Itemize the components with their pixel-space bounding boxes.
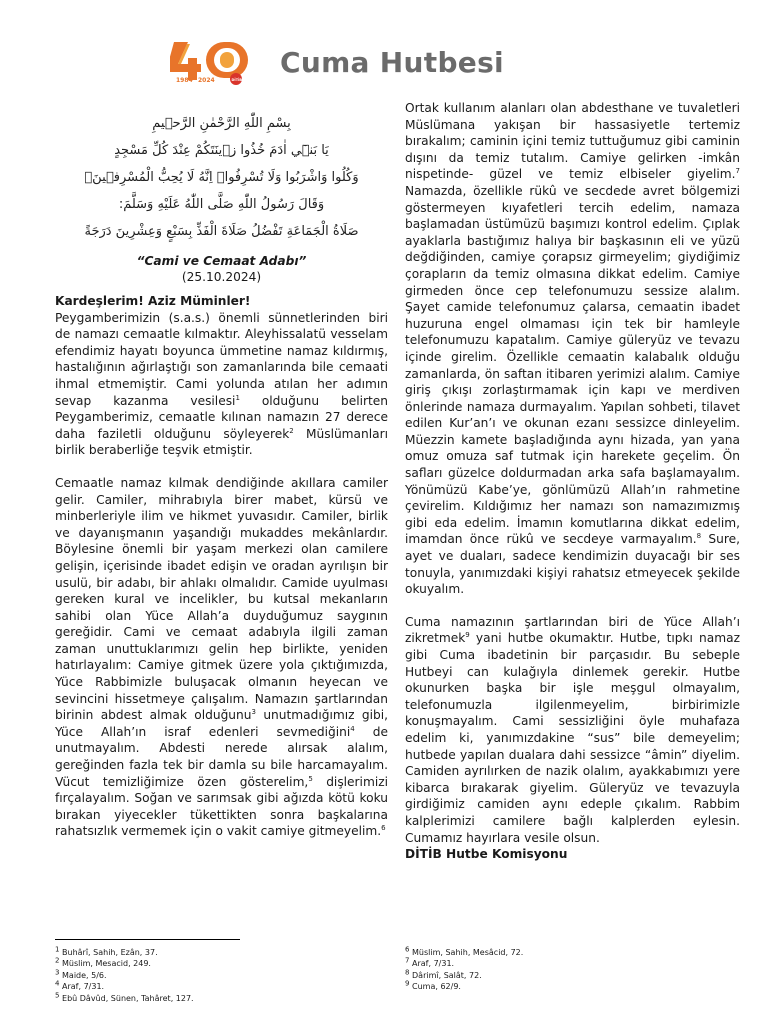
ditib-40-years-logo bbox=[170, 38, 252, 86]
footnote-ref-6: 6 bbox=[381, 824, 386, 833]
footnote: $^8$ Dârimî, Salât, 72. bbox=[405, 968, 482, 980]
page-title: Cuma Hutbesi bbox=[280, 46, 504, 79]
footnote-ref-2: 2 bbox=[289, 426, 294, 435]
footnote-ref-5: 5 bbox=[308, 774, 313, 783]
footnote: $^2$ Müslim, Mesacid, 249. bbox=[55, 956, 151, 969]
footnote-ref-8: 8 bbox=[696, 532, 702, 541]
logo-badge-text: DİTİB bbox=[231, 78, 243, 82]
footnote-ref-7: 7 bbox=[735, 167, 740, 176]
footnote: $^4$ Araf, 7/31. bbox=[55, 979, 105, 992]
paragraph-2: Cemaatle namaz kılmak dendiğinde akıllara camiler gelir. Camiler, mihrabıyla birer mabet, kürsü ve minberleriyle ilim ve hikmet yuvasıdır. Camiler, birlik ve dayanışmanın yaşandığı mukaddes mekânlardır. Böylesine önemli bir yaşam merkezi olan camilere gelişin, içerisinde ibadet edişin ve oradan ayrılışın bir usulü, bir adabı, bir ahlakı olmalıdır. Camide uyulması gereken kural ve incelikler, bu kutsal mekanların sahibi olan Yüce Allah’a duyduğumuz saygının gereğidir. Cami ve cemaat adabıyla ilgili zaman zaman unuttuklarımızı gelin hep birlikte, yeniden hatırlayalım: Camiye gitmek üzere yola çıktığımızda, Yüce Rabbimizle buluşacak olmanın heyecan ve sevincini hissetmeye çalışalım. Namazın şartlarından birinin abdest almak olduğunu$^3$ unutmadığımız gibi, Yüce Allah’ın israf edenleri sevmediğini$^4$ de unutmayalım. Abdesti nerede alırsak alalım, gereğinden fazla tek bir damla su bile harcamayalım. Vücut temizliğimize özen gösterelim,$^5$ dişlerimizi fırçalayalım. Soğan ve sarımsak gibi ağızda kötü koku bırakan yiyecekler tükettikten sonra başkalarına rahatsızlık vermemek için o vakit camiye gitmeyelim.$^6$ bbox=[55, 475, 389, 839]
footnote: $^3$ Maide, 5/6. bbox=[55, 968, 107, 980]
footnote: $^7$ Araf, 7/31. bbox=[405, 956, 455, 969]
sermon-subtitle: “Cami ve Cemaat Adabı” bbox=[136, 254, 307, 268]
footnotes-left bbox=[55, 947, 194, 1004]
logo-year-end: 2024 bbox=[198, 77, 215, 84]
footnote-divider bbox=[55, 939, 240, 940]
arabic-ayah-2: وَكُلُوا وَاشْرَبُوا وَلَا تُسْرِفُواۚ اِنَّهُ لَا يُحِبُّ الْمُسْرِف۪ينَ۟ bbox=[84, 170, 359, 185]
sermon-greeting: Kardeşlerim! Aziz Müminler! bbox=[55, 294, 251, 308]
sermon-date: (25.10.2024) bbox=[181, 270, 262, 284]
footnote-ref-1: 1 bbox=[235, 393, 240, 402]
footnote-ref-9: 9 bbox=[465, 631, 470, 640]
arabic-ayah-1: يَا بَن۪ٓي اٰدَمَ خُذُوا ز۪ينَتَكُمْ عِنْدَ كُلِّ مَسْجِدٍ bbox=[114, 143, 329, 158]
footnote: $^6$ Müslim, Sahih, Mesâcid, 72. bbox=[405, 945, 524, 957]
paragraph-4: Cuma namazının şartlarından biri de Yüce Allah’ı zikretmek$^9$ yani hutbe okumaktır. Hutbe, tıpkı namaz gibi Cuma ibadetinin bir parçasıdır. Bu sebeple Hutbeyi can kulağıyla dinlemek gerekir. Hutbe okunurken başka bir işle meşgul olmayalım, telefonumuzla ilgilenmeyelim, birbirimizle konuşmayalım. Cami sessizliğini öyle muhafaza edelim ki, yanımızdakine “sus” bile demeyelim; hutbede yapılan dualara dahi sessizce “âmin” diyelim. Camiden ayrılırken de nazik olalım, ayakkabımızı yere kibarca bırakarak giyelim. Güleryüz ve tevazuyla girdiğimiz camiden aynı edeple çıkalım. Rabbim kalplerimizi camilere bağlı kalplerden eylesin. Cumamız hayırlara vesile olsun. bbox=[405, 614, 740, 845]
signature: DİTİB Hutbe Komisyonu bbox=[405, 847, 568, 862]
footnote: $^1$ Buhârî, Sahih, Ezân, 37. bbox=[55, 945, 158, 957]
footnote: $^5$ Ebû Dâvûd, Sünen, Tahâret, 127. bbox=[55, 990, 194, 1003]
footnote-ref-4: 4 bbox=[350, 724, 355, 733]
footnote: $^9$ Cuma, 62/9. bbox=[405, 979, 461, 992]
arabic-hadith-intro: وَقَالَ رَسُولُ اللّٰهِ صَلَّى اللّٰهُ عَلَيْهِ وَسَلَّمَ: bbox=[118, 197, 325, 212]
footnotes-right bbox=[405, 947, 523, 993]
right-column bbox=[405, 100, 740, 863]
left-column bbox=[55, 100, 388, 840]
footnote-ref-3: 3 bbox=[251, 708, 256, 717]
logo-year-start: 1984 bbox=[176, 77, 193, 84]
page-header bbox=[0, 0, 768, 100]
paragraph-1: Peygamberimizin (s.a.s.) önemli sünnetlerinden biri de namazı cemaatle kılmaktır. Aleyhissalatü vesselam efendimiz hayatı boyunca ümmetine namaz kıldırmış, hastalığının ağırlaştığı son zamanlarında bile cemaati ihmal etmemiştir. Cami yolunda atılan her adımın sevap kazanma vesilesi$^1$ olduğunu belirten Peygamberimiz, cemaatle kılınan namazın 27 derece daha faziletli olduğunu söyleyerek$^2$ Müslümanları birlik beraberliğe teşvik etmiştir. bbox=[55, 310, 389, 458]
arabic-basmala: بِسْمِ اللّٰهِ الرَّحْمٰنِ الرَّح۪يمِ bbox=[152, 116, 291, 131]
paragraph-3: Ortak kullanım alanları olan abdesthane ve tuvaletleri Müslümana yakışan bir hassasiyetle tertemiz bırakalım; caminin içini temiz tuttuğumuz gibi caminin dışını da temiz tutalım. Camiye gelirken -imkân nispetinde- güzel ve temiz elbiseler giyelim.$^7$ Namazda, özellikle rükû ve secdede avret bölgemizi göstermeyen kıyafetleri tercih edelim, namaza başlamadan üstümüzü başımızı kontrol edelim. Çıplak ayaklarla bastığımız halıya bir başkasının eli ve yüzü değdiğinden, camiye çorapsız girmeyelim; giydiğimiz çorapların da temiz olmasına dikkat edelim. Camiye girmeden önce cep telefonumuzu sessize alalım. Şayet camide telefonumuz çalarsa, cemaatin ibadet huzuruna engel olmaması için tek bir hamleyle telefonumuzu kapatalım. Camiye güleryüz ve tevazu içinde girelim. Özellikle cemaatin kalabalık olduğu zamanlarda, ön saftan itibaren yerimizi alalım. Camiye giriş çıkışı zorlaştırmamak için kapı ve merdiven önlerinde namaza durmayalım. Yapılan sohbeti, tilavet edilen Kur’an’ı ve okunan ezanı sessizce dinleyelim. Müezzin kamete başladığında aynı hizada, yan yana omuz omuza saf tutmak için harekete geçelim. Ön safları güzelce doldurmadan arka safa başlamayalım. Yönümüzü Kabe’ye, gönlümüzü Allah’ın rahmetine çevirelim. Kıldığımız her namazı son namazımızmış gibi eda edelim. İmamın komutlarına dikkat edelim, imamdan önce rükû ve secdeye varmayalım.$^8$ Sure, ayet ve duaları, sadece kendimizin duyacağı bir ses tonuyla, yanımızdaki kişiyi rahatsız etmeyecek şekilde okuyalım. bbox=[405, 101, 740, 597]
arabic-hadith: صَلَاةُ الْجَمَاعَةِ تَفْضُلُ صَلَاةَ الْفَذِّ بِسَبْعٍ وَعِشْرِينَ دَرَجَةً bbox=[84, 224, 359, 239]
arabic-verses bbox=[55, 110, 388, 245]
